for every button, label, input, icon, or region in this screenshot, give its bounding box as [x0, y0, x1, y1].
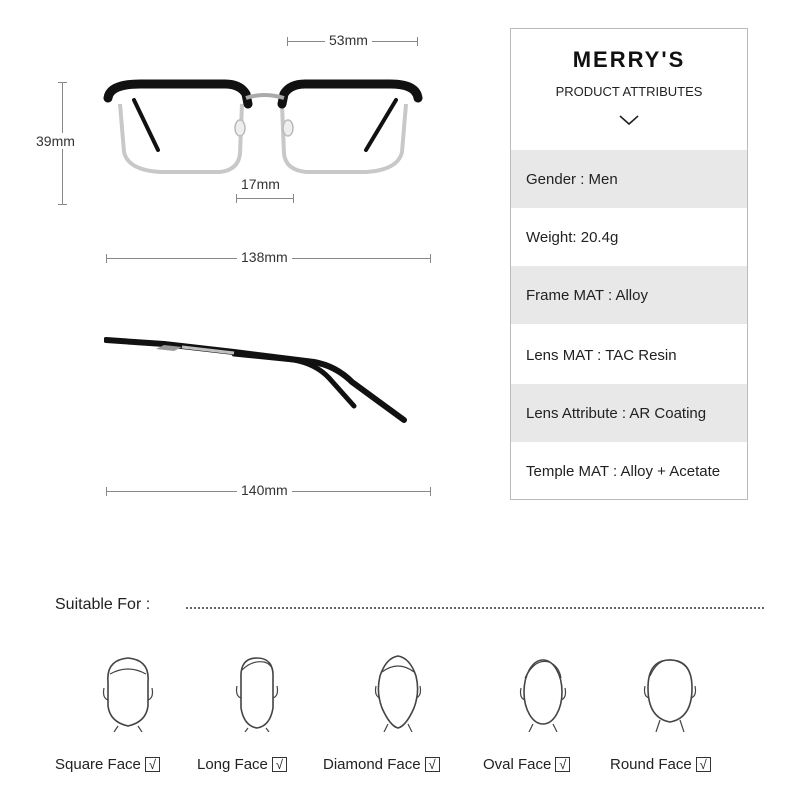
checkbox-icon: √ — [272, 757, 287, 772]
frame-width-tick-left — [106, 254, 107, 263]
bridge-line — [236, 198, 293, 199]
face-label-square — [55, 756, 160, 773]
lens-height-label: 39mm — [32, 133, 79, 149]
round-face-icon — [642, 652, 698, 732]
temple-length-label: 140mm — [237, 482, 292, 498]
diamond-face-icon — [370, 652, 426, 732]
lens-width-label: 53mm — [325, 32, 372, 48]
chevron-down-icon — [617, 113, 641, 127]
checkbox-icon: √ — [425, 757, 440, 772]
attribute-row-gender: Gender : Men — [511, 150, 747, 208]
frame-width-tick-right — [430, 254, 431, 263]
checkbox-icon: √ — [555, 757, 570, 772]
lens-width-tick-left — [287, 37, 288, 46]
attribute-row-lens-mat: Lens MAT : TAC Resin — [526, 346, 677, 364]
bridge-tick-left — [236, 194, 237, 203]
face-label-text: Square Face — [55, 756, 141, 773]
lens-height-tick-top — [58, 82, 67, 83]
attribute-row-weight: Weight: 20.4g — [526, 228, 619, 246]
dotted-divider — [186, 607, 764, 609]
face-label-text: Oval Face — [483, 756, 552, 773]
face-label-text: Long Face — [197, 756, 268, 773]
face-label-diamond — [323, 756, 440, 773]
glasses-side-view — [104, 330, 424, 430]
checkbox-icon: √ — [145, 757, 160, 772]
suitable-for-heading: Suitable For : — [55, 596, 151, 613]
glasses-front-view — [100, 74, 430, 184]
panel-subtitle: PRODUCT ATTRIBUTES — [555, 84, 703, 99]
product-attributes-panel — [510, 28, 748, 500]
lens-width-tick-right — [417, 37, 418, 46]
attribute-row-lens-attribute: Lens Attribute : AR Coating — [511, 384, 747, 442]
attribute-row-frame-mat: Frame MAT : Alloy — [511, 266, 747, 324]
square-face-icon — [100, 652, 156, 732]
checkbox-icon: √ — [696, 757, 711, 772]
face-label-round — [610, 756, 711, 773]
face-label-text: Diamond Face — [323, 756, 421, 773]
temple-length-tick-right — [430, 487, 431, 496]
frame-width-label: 138mm — [237, 249, 292, 265]
temple-length-tick-left — [106, 487, 107, 496]
glasses-front-icon — [100, 74, 430, 184]
long-face-icon — [232, 652, 282, 732]
bridge-label: 17mm — [237, 176, 284, 192]
bridge-tick-right — [293, 194, 294, 203]
attribute-row-temple-mat: Temple MAT : Alloy + Acetate — [526, 462, 721, 480]
face-label-oval — [483, 756, 570, 773]
glasses-side-icon — [104, 330, 424, 430]
lens-height-tick-bottom — [58, 204, 67, 205]
face-label-long — [197, 756, 287, 773]
oval-face-icon — [515, 652, 571, 732]
face-label-text: Round Face — [610, 756, 692, 773]
brand-logo: MERRY'S — [572, 47, 686, 72]
